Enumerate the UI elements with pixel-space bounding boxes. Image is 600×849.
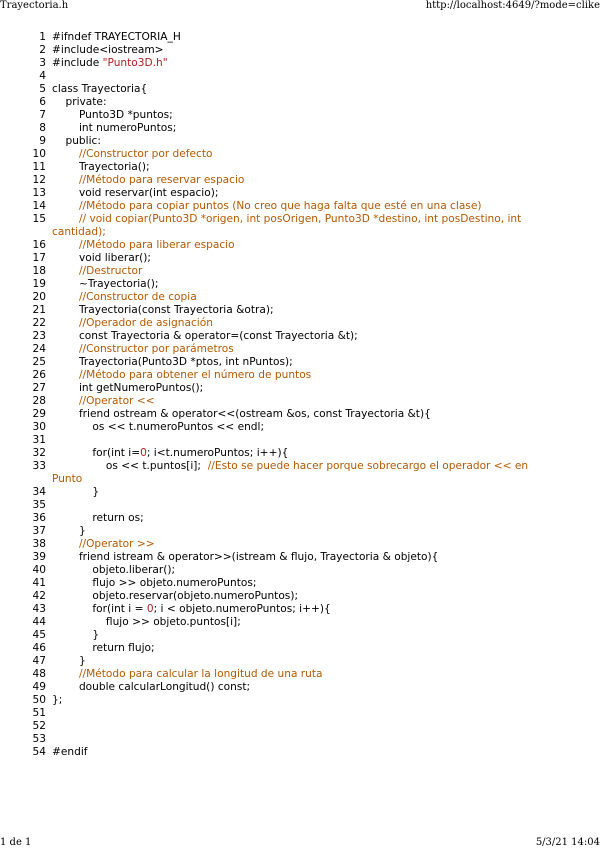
code-line (0, 616, 600, 629)
line-text (52, 681, 560, 694)
page-count: 1 de 1 (0, 837, 32, 848)
line-text (52, 109, 560, 122)
code-line (0, 577, 600, 590)
line-text (52, 538, 560, 551)
code-comment: //Operador de asignación (78, 317, 213, 329)
line-number: 52 (32, 720, 46, 732)
line-number: 11 (32, 161, 46, 173)
line-text (52, 486, 560, 499)
code-string: "Punto3D.h" (102, 57, 168, 69)
line-text (52, 577, 560, 590)
code-comment: //Esto se puede hacer porque sobrecargo el operador << en Punto (52, 460, 532, 485)
code-line (0, 304, 600, 317)
code-token: int getNumeroPuntos(); (52, 382, 204, 394)
code-token: os << t.puntos[i]; (52, 460, 208, 472)
code-line (0, 31, 600, 44)
code-token: flujo >> objeto.puntos[i]; (52, 616, 241, 628)
code-line (0, 460, 600, 486)
line-number: 32 (32, 447, 46, 459)
line-text (52, 252, 560, 265)
code-line (0, 239, 600, 252)
line-text (52, 161, 560, 174)
code-line (0, 96, 600, 109)
code-line (0, 356, 600, 369)
code-token: public: (52, 135, 101, 147)
line-text (52, 291, 560, 304)
line-text (52, 655, 560, 668)
line-text (52, 746, 560, 759)
code-token: Trayectoria(Punto3D *ptos, int nPuntos); (52, 356, 293, 368)
line-text (52, 694, 560, 707)
code-line (0, 720, 600, 733)
line-number: 20 (32, 291, 46, 303)
line-number: 54 (32, 746, 46, 758)
code-line (0, 642, 600, 655)
code-line (0, 317, 600, 330)
code-token: int numeroPuntos; (52, 122, 177, 134)
line-text (52, 135, 560, 148)
code-line (0, 590, 600, 603)
line-number: 26 (32, 369, 46, 381)
code-token (52, 317, 79, 329)
line-text (52, 642, 560, 655)
line-number: 50 (32, 694, 46, 706)
line-number: 44 (32, 616, 46, 628)
code-line (0, 499, 600, 512)
code-line (0, 408, 600, 421)
line-number: 10 (32, 148, 46, 160)
code-token: }; (52, 694, 63, 706)
code-line (0, 70, 600, 83)
code-comment: //Constructor de copia (78, 291, 197, 303)
code-token (52, 148, 79, 160)
code-token: flujo >> objeto.numeroPuntos; (52, 577, 257, 589)
code-token: } (52, 486, 100, 498)
code-comment: // void copiar(Punto3D *origen, int posOrigen, Punto3D *destino, int posDestino, int cantidad); (52, 213, 525, 238)
line-number: 27 (32, 382, 46, 394)
line-number: 51 (32, 707, 46, 719)
code-listing (0, 31, 600, 770)
code-token (52, 200, 79, 212)
code-line (0, 694, 600, 707)
code-line (0, 83, 600, 96)
code-line (0, 525, 600, 538)
code-line (0, 434, 600, 447)
line-text (52, 551, 560, 564)
line-number: 17 (32, 252, 46, 264)
line-number: 12 (32, 174, 46, 186)
code-token: #endif (52, 746, 88, 758)
line-text (52, 304, 560, 317)
code-comment: //Operator >> (78, 538, 155, 550)
code-line (0, 486, 600, 499)
line-text (52, 44, 560, 57)
code-token (52, 395, 79, 407)
code-token: ; i < objeto.numeroPuntos; i++){ (153, 603, 331, 615)
line-number: 19 (32, 278, 46, 290)
code-comment: //Método para calcular la longitud de una ruta (78, 668, 323, 680)
code-token (52, 174, 79, 186)
line-text (52, 603, 560, 616)
code-line (0, 278, 600, 291)
code-token (52, 291, 79, 303)
code-line (0, 447, 600, 460)
line-number: 42 (32, 590, 46, 602)
line-number: 7 (39, 109, 46, 121)
line-text (52, 421, 560, 434)
line-text (52, 122, 560, 135)
code-token: } (52, 525, 86, 537)
code-token: } (52, 629, 100, 641)
code-comment: //Método para copiar puntos (No creo que haga falta que esté en una clase) (78, 200, 482, 212)
code-line (0, 135, 600, 148)
line-number: 8 (39, 122, 46, 134)
line-number: 16 (32, 239, 46, 251)
line-text (52, 213, 560, 239)
line-number: 34 (32, 486, 46, 498)
line-number: 53 (32, 733, 46, 745)
code-line (0, 161, 600, 174)
line-number: 40 (32, 564, 46, 576)
line-text (52, 564, 560, 577)
code-token (52, 538, 79, 550)
code-token: return os; (52, 512, 144, 524)
code-token: ~Trayectoria(); (52, 278, 159, 290)
line-text (52, 96, 560, 109)
line-text (52, 343, 560, 356)
line-number: 21 (32, 304, 46, 316)
line-text (52, 317, 560, 330)
code-line (0, 330, 600, 343)
line-number: 9 (39, 135, 46, 147)
code-token: class Trayectoria{ (52, 83, 148, 95)
line-text (52, 187, 560, 200)
code-line (0, 681, 600, 694)
code-line (0, 629, 600, 642)
code-line (0, 655, 600, 668)
line-number: 30 (32, 421, 46, 433)
code-token: void reservar(int espacio); (52, 187, 219, 199)
code-token: #include (52, 57, 103, 69)
code-comment: //Constructor por defecto (78, 148, 213, 160)
code-token: Punto3D *puntos; (52, 109, 173, 121)
line-text (52, 395, 560, 408)
code-line (0, 551, 600, 564)
code-line (0, 187, 600, 200)
code-token (52, 343, 79, 355)
code-line (0, 200, 600, 213)
code-token (52, 369, 79, 381)
line-number: 29 (32, 408, 46, 420)
line-text (52, 265, 560, 278)
line-number: 39 (32, 551, 46, 563)
line-number: 43 (32, 603, 46, 615)
line-number: 6 (39, 96, 46, 108)
line-number: 24 (32, 343, 46, 355)
line-text (52, 668, 560, 681)
line-number: 2 (39, 44, 46, 56)
code-token: } (52, 655, 86, 667)
code-token: for(int i= (52, 447, 141, 459)
code-line (0, 369, 600, 382)
code-token: friend istream & operator>>(istream & flujo, Trayectoria & objeto){ (52, 551, 439, 563)
code-token: Trayectoria(); (52, 161, 150, 173)
line-number: 15 (32, 213, 46, 225)
line-number: 31 (32, 434, 46, 446)
line-number: 1 (39, 31, 46, 43)
code-line (0, 538, 600, 551)
code-line (0, 512, 600, 525)
code-token: ; i<t.numeroPuntos; i++){ (146, 447, 289, 459)
line-number: 23 (32, 330, 46, 342)
line-number: 18 (32, 265, 46, 277)
line-text (52, 200, 560, 213)
line-number: 49 (32, 681, 46, 693)
code-line (0, 174, 600, 187)
line-number: 14 (32, 200, 46, 212)
line-number: 13 (32, 187, 46, 199)
code-line (0, 291, 600, 304)
code-token: const Trayectoria & operator=(const Trayectoria &t); (52, 330, 358, 342)
line-number: 33 (32, 460, 46, 472)
code-line (0, 707, 600, 720)
line-text (52, 330, 560, 343)
line-number: 25 (32, 356, 46, 368)
line-number: 3 (39, 57, 46, 69)
code-comment: //Método para obtener el número de puntos (78, 369, 312, 381)
header-title: Trayectoria.h (0, 0, 69, 11)
header-url: http://localhost:4649/?mode=clike (425, 0, 600, 11)
line-text (52, 525, 560, 538)
line-text (52, 57, 560, 70)
code-token: #include<iostream> (52, 44, 164, 56)
line-text (52, 512, 560, 525)
code-line (0, 746, 600, 759)
code-token: private: (52, 96, 107, 108)
code-line (0, 213, 600, 239)
line-number: 28 (32, 395, 46, 407)
code-number: 0 (146, 603, 154, 615)
line-text (52, 629, 560, 642)
code-line (0, 564, 600, 577)
code-token: return flujo; (52, 642, 155, 654)
code-comment: //Método para reservar espacio (78, 174, 245, 186)
line-text (52, 239, 560, 252)
line-number: 4 (39, 70, 46, 82)
line-text (52, 278, 560, 291)
code-line (0, 148, 600, 161)
code-line (0, 421, 600, 434)
line-text (52, 356, 560, 369)
code-comment: //Constructor por parámetros (78, 343, 234, 355)
code-line (0, 603, 600, 616)
code-line (0, 733, 600, 746)
line-text (52, 408, 560, 421)
code-comment: //Destructor (78, 265, 143, 277)
code-token (52, 265, 79, 277)
code-line (0, 252, 600, 265)
code-line (0, 395, 600, 408)
code-token: #ifndef TRAYECTORIA_H (52, 31, 181, 43)
line-number: 22 (32, 317, 46, 329)
line-text (52, 174, 560, 187)
line-number: 38 (32, 538, 46, 550)
line-number: 36 (32, 512, 46, 524)
print-date: 5/3/21 14:04 (535, 837, 600, 848)
line-text (52, 369, 560, 382)
code-line (0, 382, 600, 395)
code-token (52, 213, 79, 225)
code-line (0, 109, 600, 122)
line-text (52, 590, 560, 603)
line-text (52, 148, 560, 161)
line-text (52, 447, 560, 460)
code-token (52, 668, 79, 680)
code-line (0, 122, 600, 135)
line-text (52, 460, 560, 486)
line-text (52, 382, 560, 395)
line-text (52, 31, 560, 44)
code-token: Trayectoria(const Trayectoria &otra); (52, 304, 274, 316)
code-token: for(int i = (52, 603, 147, 615)
code-token: os << t.numeroPuntos << endl; (52, 421, 265, 433)
line-number: 37 (32, 525, 46, 537)
code-token: objeto.reservar(objeto.numeroPuntos); (52, 590, 299, 602)
line-number: 46 (32, 642, 46, 654)
code-comment: //Método para liberar espacio (78, 239, 235, 251)
code-token: double calcularLongitud() const; (52, 681, 251, 693)
code-line (0, 668, 600, 681)
code-token: friend ostream & operator<<(ostream &os, const Trayectoria &t){ (52, 408, 431, 420)
line-number: 35 (32, 499, 46, 511)
code-token: objeto.liberar(); (52, 564, 176, 576)
line-number: 48 (32, 668, 46, 680)
code-line (0, 265, 600, 278)
line-number: 45 (32, 629, 46, 641)
line-number: 5 (39, 83, 46, 95)
code-line (0, 343, 600, 356)
line-number: 41 (32, 577, 46, 589)
line-text (52, 83, 560, 96)
line-number: 47 (32, 655, 46, 667)
line-text (52, 616, 560, 629)
code-token: void liberar(); (52, 252, 151, 264)
code-token (52, 239, 79, 251)
code-line (0, 44, 600, 57)
code-comment: //Operator << (78, 395, 155, 407)
code-line (0, 57, 600, 70)
code-number: 0 (140, 447, 147, 459)
